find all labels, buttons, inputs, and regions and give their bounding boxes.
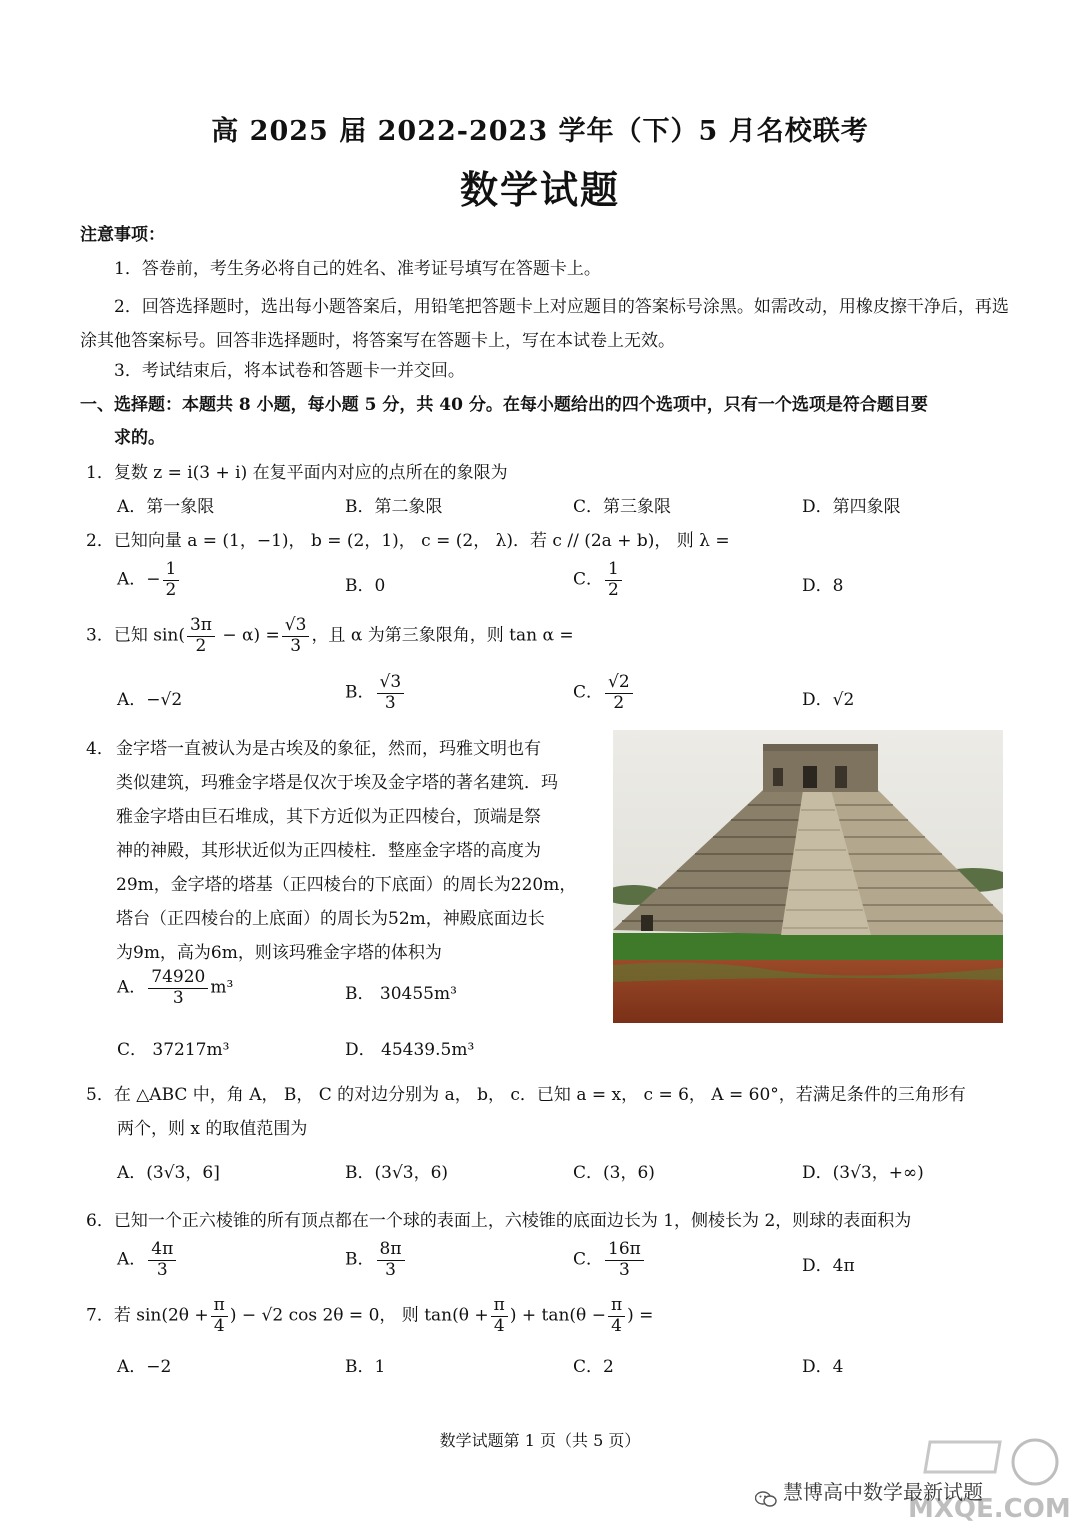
q1-option-b: B．第二象限 xyxy=(345,497,443,517)
q4-option-a-fraction xyxy=(148,968,208,1008)
numerator: √2 xyxy=(605,673,633,694)
q4-option-d: D． 45439.5m³ xyxy=(345,1040,475,1060)
q3-option-b-fraction xyxy=(377,673,405,713)
q2-option-d: D．8 xyxy=(802,576,844,596)
section-heading-line2: 求的。 xyxy=(114,428,165,449)
q2-option-c-fraction xyxy=(605,560,622,600)
numerator: √3 xyxy=(282,616,310,637)
denominator: 3 xyxy=(290,635,302,656)
notice-heading: 注意事项： xyxy=(80,225,165,245)
numerator: 1 xyxy=(163,560,180,581)
notice-item-2: 2．回答选择题时，选出每小题答案后，用铅笔把答题卡上对应题目的答案标号涂黑。如需改动，用橡皮擦干净后，再选涂其他答案标号。回答非选择题时，将答案写在答题卡上，写在本试卷上无效。 xyxy=(80,297,1009,351)
q3-option-b-label: B． xyxy=(345,682,375,703)
q7-fraction-2 xyxy=(491,1296,508,1336)
q5-option-a: A．(3√3，6] xyxy=(117,1163,220,1183)
question-5-stem-line2: 两个，则 x 的取值范围为 xyxy=(117,1119,308,1139)
denominator: 4 xyxy=(611,1315,622,1336)
numerator: 3π xyxy=(187,616,215,637)
denominator: 2 xyxy=(613,692,625,713)
numerator: 8π xyxy=(377,1240,405,1261)
question-2-stem: 2．已知向量 a = (1，−1)， b = (2，1)， c = (2， λ)．若 c // (2a + b)， 则 λ = xyxy=(86,531,730,551)
q4-option-a-label: A． xyxy=(117,977,147,998)
q4-option-a xyxy=(117,968,233,1008)
question-1-stem: 1．复数 z = i(3 + i) 在复平面内对应的点所在的象限为 xyxy=(86,463,508,483)
q1-option-d: D．第四象限 xyxy=(802,497,901,517)
denominator: 2 xyxy=(165,579,177,600)
exam-title: 高 2025 届 2022-2023 学年（下）5 月名校联考 xyxy=(211,116,869,147)
q4-line: 类似建筑，玛雅金字塔是仅次于埃及金字塔的著名建筑．玛 xyxy=(116,773,558,793)
q4-option-b: B． 30455m³ xyxy=(345,984,457,1004)
numerator: π xyxy=(491,1296,508,1317)
q4-body xyxy=(86,732,601,970)
notice-item-3: 3．考试结束后，将本试卷和答题卡一并交回。 xyxy=(114,361,465,381)
q7-option-b: B．1 xyxy=(345,1357,386,1377)
q3-option-c xyxy=(573,673,635,713)
q2-option-a-label: A． xyxy=(117,569,147,590)
question-7-stem xyxy=(86,1296,653,1336)
q4-option-a-unit: m³ xyxy=(210,977,234,998)
q2-option-a-sign: − xyxy=(146,569,161,590)
q5-option-d: D．(3√3，+∞) xyxy=(802,1163,924,1183)
question-6-stem: 6．已知一个正六棱锥的所有顶点都在一个球的表面上，六棱锥的底面边长为 1，侧棱长为 2，则球的表面积为 xyxy=(86,1211,912,1231)
wechat-source-label xyxy=(755,1476,983,1508)
q4-line: 29m，金字塔的塔基（正四棱台的下底面）的周长为220m， xyxy=(116,875,577,895)
denominator: 3 xyxy=(384,692,396,713)
denominator: 2 xyxy=(608,579,619,600)
q7-stem-mid1: ) − √2 cos 2θ = 0， 则 tan(θ + xyxy=(229,1305,489,1326)
q7-stem-post: ) = xyxy=(627,1305,654,1326)
q6-option-a-label: A． xyxy=(117,1249,147,1270)
q3-option-b xyxy=(345,673,406,713)
q3-option-a: A．−√2 xyxy=(117,690,183,710)
q3-angle-fraction xyxy=(187,616,215,656)
denominator: 3 xyxy=(619,1259,630,1280)
denominator: 3 xyxy=(385,1259,396,1280)
q7-stem-mid2: ) + tan(θ − xyxy=(509,1305,606,1326)
numerator: π xyxy=(211,1296,228,1317)
q6-option-c-fraction xyxy=(605,1240,644,1280)
q3-option-c-label: C． xyxy=(573,682,604,703)
q3-value-fraction xyxy=(282,616,310,656)
q7-fraction-3 xyxy=(608,1296,625,1336)
wechat-icon xyxy=(755,1485,777,1503)
denominator: 4 xyxy=(493,1315,505,1336)
question-4-stem xyxy=(86,732,601,970)
numerator: 4π xyxy=(148,1240,176,1261)
question-5-stem-line1: 5．在 △ABC 中，角 A， B， C 的对边分别为 a， b， c．已知 a = x， c = 6， A = 60°，若满足条件的三角形有 xyxy=(86,1085,966,1105)
numerator: π xyxy=(608,1296,625,1317)
q7-fraction-1 xyxy=(211,1296,228,1336)
notice-item-1: 1．答卷前，考生务必将自己的姓名、准考证号填写在答题卡上。 xyxy=(114,259,601,279)
q7-stem-pre: 7．若 sin(2θ + xyxy=(86,1305,209,1326)
wechat-source-text: 慧博高中数学最新试题 xyxy=(783,1480,983,1504)
denominator: 3 xyxy=(172,987,184,1008)
section-heading xyxy=(80,392,1010,452)
q6-option-a xyxy=(117,1240,178,1280)
numerator: 16π xyxy=(605,1240,644,1261)
question-3-stem xyxy=(86,616,574,656)
q1-option-a: A．第一象限 xyxy=(117,497,215,517)
page-footer: 数学试题第 1 页（共 5 页） xyxy=(439,1431,641,1450)
q7-option-d: D．4 xyxy=(802,1357,844,1377)
q4-line: 雅金字塔由巨石堆成，其下方近似为正四棱台，顶端是祭 xyxy=(116,807,541,827)
q2-option-c xyxy=(573,560,624,600)
q3-stem-pre: 3．已知 sin( xyxy=(86,625,185,646)
denominator: 3 xyxy=(156,1259,168,1280)
q6-option-c xyxy=(573,1240,646,1280)
q5-option-c: C．(3，6) xyxy=(573,1163,655,1183)
q6-option-b-label: B． xyxy=(345,1249,375,1270)
q6-option-a-fraction xyxy=(148,1240,176,1280)
q6-option-b xyxy=(345,1240,407,1280)
q7-option-a: A．−2 xyxy=(117,1357,172,1377)
exam-subject-title: 数学试题 xyxy=(459,167,620,212)
q3-stem-post: ，且 α 为第三象限角，则 tan α = xyxy=(311,625,574,646)
q4-line: 神的神殿，其形状近似为正四棱柱．整座金字塔的高度为 xyxy=(116,841,541,861)
mayan-pyramid-photo xyxy=(613,730,1003,1023)
q6-option-d: D．4π xyxy=(802,1256,855,1276)
watermark-text: MXQE.COM xyxy=(908,1494,1070,1524)
q2-option-a-fraction xyxy=(163,560,180,600)
q4-line: 塔台（正四棱台的上底面）的周长为52m，神殿底面边长 xyxy=(116,909,545,929)
denominator: 2 xyxy=(195,635,207,656)
q1-option-c: C．第三象限 xyxy=(573,497,672,517)
q3-stem-mid: − α) = xyxy=(216,625,280,646)
q6-option-c-label: C． xyxy=(573,1249,604,1270)
denominator: 4 xyxy=(213,1315,225,1336)
numerator: √3 xyxy=(377,673,405,694)
numerator: 1 xyxy=(605,560,622,581)
q3-option-d: D．√2 xyxy=(802,690,855,710)
q4-line: 金字塔一直被认为是古埃及的象征，然而，玛雅文明也有 xyxy=(116,739,541,759)
section-heading-line1: 一、选择题：本题共 8 小题，每小题 5 分，共 40 分。在每小题给出的四个选项中，只有一个选项是符合题目要 xyxy=(80,395,928,415)
q3-option-c-fraction xyxy=(605,673,633,713)
q4-line: 为9m，高为6m，则该玛雅金字塔的体积为 xyxy=(116,943,442,963)
numerator: 74920 xyxy=(148,968,208,989)
q7-option-c: C．2 xyxy=(573,1357,614,1377)
q2-option-b: B．0 xyxy=(345,576,386,596)
q4-number: 4． xyxy=(86,739,114,759)
q2-option-c-label: C． xyxy=(573,569,604,590)
q5-option-b: B．(3√3，6) xyxy=(345,1163,449,1183)
q4-option-c: C． 37217m³ xyxy=(117,1040,230,1060)
q2-option-a xyxy=(117,560,181,600)
q6-option-b-fraction xyxy=(377,1240,405,1280)
